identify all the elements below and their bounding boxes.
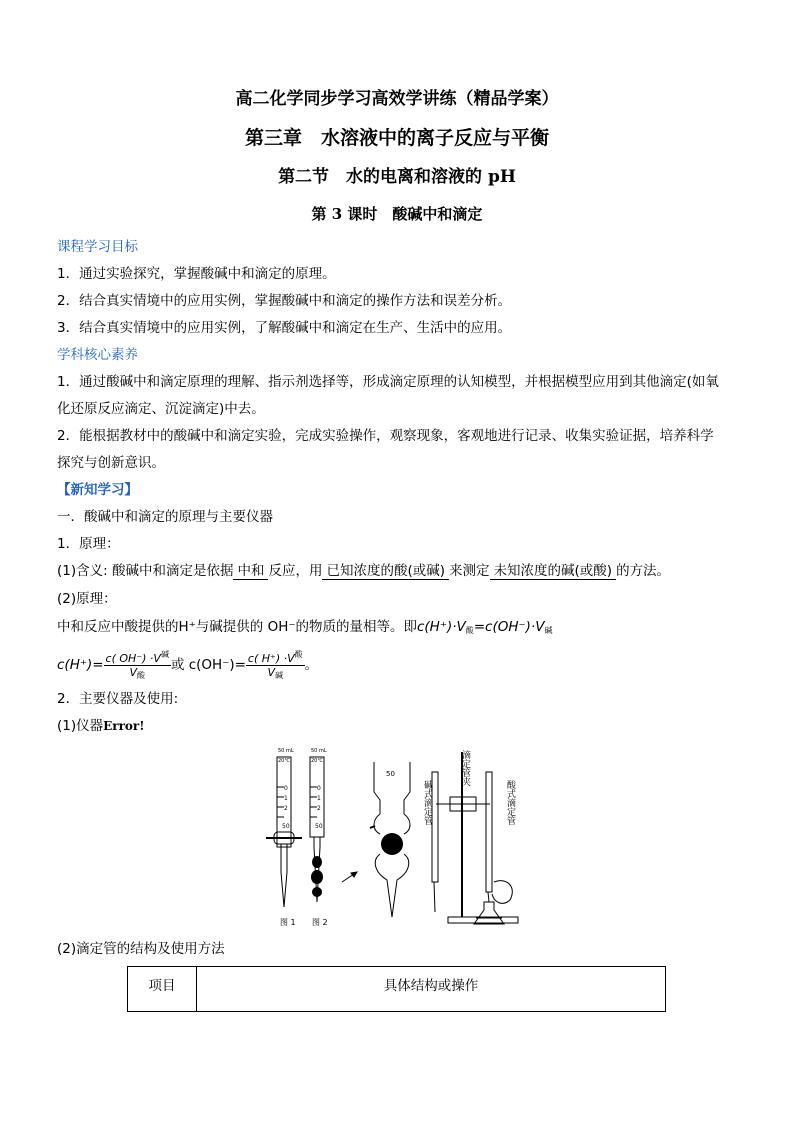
formula-lhs: c(H⁺)= <box>57 657 104 673</box>
figure-label-2: 图 2 <box>312 918 328 927</box>
tube-1-head: 50 mL <box>278 748 294 754</box>
apparatus-figure <box>262 742 542 930</box>
meaning-mid2: 来测定 <box>449 563 490 579</box>
tick-label: 50 <box>315 823 323 830</box>
base-buret <box>432 772 438 882</box>
tick-label: 1 <box>284 795 288 802</box>
enlarged-tick-label: 50 <box>386 770 395 778</box>
blank-known-solution: 已知浓度的酸(或碱) <box>322 563 449 580</box>
meaning-line <box>57 562 670 580</box>
equation-subscript: 酸 <box>465 626 474 635</box>
denominator-text: V <box>267 666 276 679</box>
principle-line <box>57 618 552 640</box>
denominator-text: V <box>129 666 137 679</box>
instruments-sub: (1)仪器 <box>57 718 104 734</box>
table-header-detail: 具体结构或操作 <box>197 967 666 1012</box>
conical-flask <box>474 902 504 924</box>
meaning-mid1: 反应，用 <box>268 563 323 579</box>
tick-label: 2 <box>317 805 321 812</box>
new-knowledge-tag: 【新知学习】 <box>57 482 138 498</box>
objective-item: 3．结合真实情境中的应用实例，了解酸碱中和滴定在生产、生活中的应用。 <box>57 320 512 336</box>
fraction-2 <box>246 648 305 682</box>
numerator-text: c( H⁺) ·V <box>247 652 295 665</box>
tube-1-temp: 20℃ <box>278 758 290 764</box>
tick-label: 1 <box>317 795 321 802</box>
table-row <box>128 967 666 1012</box>
acid-buret-label: 酸式滴定管 <box>505 780 515 825</box>
meaning-prefix: (1)含义: 酸碱中和滴定是依据 <box>57 563 234 579</box>
principle-text: 中和反应中酸提供的H⁺与碱提供的 OH⁻的物质的量相等。即 <box>57 619 417 635</box>
denominator-subscript: 碱 <box>275 671 284 680</box>
formula-line <box>57 648 318 682</box>
blank-reaction: 中和 <box>233 563 268 580</box>
literacy-item: 探究与创新意识。 <box>57 455 165 471</box>
formula-end: 。 <box>304 657 319 673</box>
buret-heading: (2)滴定管的结构及使用方法 <box>57 941 225 957</box>
tick-label: 2 <box>284 805 288 812</box>
principle-sub: (2)原理： <box>57 591 117 607</box>
error-text: Error! <box>103 719 145 733</box>
bead-1 <box>312 856 322 868</box>
figure-label-1: 图 1 <box>280 918 296 927</box>
section-title: 第二节 水的电离和溶液的 pH <box>278 167 516 187</box>
enlarged-buret-left <box>374 762 380 814</box>
acid-buret <box>486 772 492 892</box>
equation-subscript: 碱 <box>544 626 553 635</box>
rubber-bulb <box>381 833 403 855</box>
table-header-item: 项目 <box>128 967 197 1012</box>
buret-table <box>127 966 666 1012</box>
principle-title: 1．原理： <box>57 536 120 552</box>
numerator-subscript: 酸 <box>294 650 303 659</box>
literacy-heading: 学科核心素养 <box>57 347 138 363</box>
objective-item: 2．结合真实情境中的应用实例，掌握酸碱中和滴定的操作方法和误差分析。 <box>57 293 512 309</box>
clamp-label: 滴定管夹 <box>460 750 470 786</box>
tube-2-head: 50 mL <box>311 748 327 754</box>
tube-2-temp: 20℃ <box>311 758 323 764</box>
buret-1-tip <box>281 844 287 907</box>
tick-label: 0 <box>317 785 321 792</box>
bead-3 <box>312 887 322 897</box>
base-buret-label: 碱式滴定管 <box>422 780 432 825</box>
chapter-title: 第三章 水溶液中的离子反应与平衡 <box>244 127 549 149</box>
objective-item: 1．通过实验探究，掌握酸碱中和滴定的原理。 <box>57 266 336 282</box>
bead-2 <box>311 870 323 884</box>
fraction-denominator <box>104 666 171 682</box>
instruments-title: 2．主要仪器及使用: <box>57 691 179 707</box>
numerator-subscript: 碱 <box>160 650 169 659</box>
numerator-text: c( OH⁻) ·V <box>105 652 161 665</box>
fraction-1 <box>104 648 171 682</box>
fraction-numerator <box>104 648 171 666</box>
equation-part: =c(OH⁻)·V <box>473 619 545 635</box>
literacy-item: 2．能根据教材中的酸碱中和滴定实验，完成实验操作，观察现象，客观地进行记录、收集实验证据，培养科学 <box>57 428 714 444</box>
part1-title: 一．酸碱中和滴定的原理与主要仪器 <box>57 509 273 525</box>
literacy-item: 化还原反应滴定、沉淀滴定)中去。 <box>57 401 265 417</box>
tick-label: 50 <box>282 823 290 830</box>
tick-label: 0 <box>284 785 288 792</box>
denominator-subscript: 酸 <box>137 671 145 680</box>
blank-unknown-solution: 未知浓度的碱(或酸) <box>490 563 617 580</box>
fraction-numerator <box>246 648 305 666</box>
equation-part: c(H⁺)·V <box>416 619 466 635</box>
series-title: 高二化学同步学习高效学讲练（精品学案） <box>235 89 559 109</box>
lesson-title: 第 3 课时 酸碱中和滴定 <box>311 205 483 223</box>
instruments-sub-line <box>57 717 145 735</box>
fraction-denominator <box>246 666 305 682</box>
formula-or: 或 c(OH⁻)= <box>170 657 246 673</box>
buret-1-tube <box>277 757 291 847</box>
literacy-item: 1．通过酸碱中和滴定原理的理解、指示剂选择等，形成滴定原理的认知模型，并根据模型应用到其他滴定(如氧 <box>57 374 719 390</box>
enlarged-buret-right <box>404 762 410 814</box>
objectives-heading: 课程学习目标 <box>57 239 138 255</box>
meaning-suffix: 的方法。 <box>616 563 671 579</box>
